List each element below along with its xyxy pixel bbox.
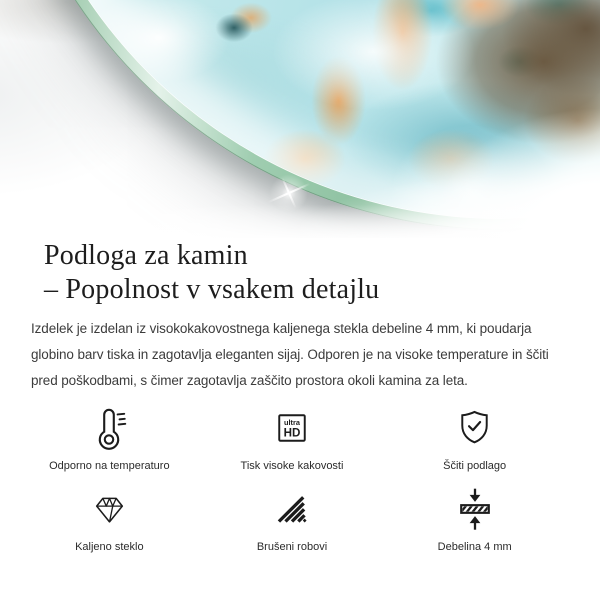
hero-image [0, 0, 600, 238]
title-line-2: – Popolnost v vsakem detajlu [44, 274, 380, 305]
features-grid [18, 404, 566, 554]
thermometer-icon [86, 404, 132, 452]
ultra-hd-icon [274, 404, 310, 452]
glass-art-print [2, 0, 600, 219]
product-description: Izdelek je izdelan iz visokokakovostnega kaljenega stekla debeline 4 mm, ki poudarja globino barv tiska in zagotavlja eleganten sijaj. Odporen je na visoke temperature in ščiti pred poškodbami, s čimer zagotavlja zaščito prostora okoli kamina za leta. [31, 321, 549, 388]
glass-panel [0, 0, 600, 230]
intro-section [0, 238, 600, 394]
feature-label: Kaljeno steklo [75, 541, 144, 553]
ultra-hd-badge-bottom: HD [283, 426, 301, 440]
feature-label: Odporno na temperaturo [49, 460, 170, 472]
polished-edges-icon [273, 485, 311, 533]
ultra-hd-badge-top: ultra [284, 418, 300, 427]
title-line-1: Podloga za kamin [44, 240, 248, 271]
feature-label: Brušeni robovi [256, 541, 328, 553]
feature-item-tempered-glass [18, 485, 201, 554]
feature-item-print-quality [201, 404, 384, 473]
page-title [44, 239, 570, 307]
shield-check-icon [454, 404, 495, 452]
feature-item-protects-surface [383, 404, 566, 473]
feature-label: Tisk visoke kakovosti [240, 460, 344, 472]
thickness-icon [452, 485, 498, 533]
diamond-icon [91, 485, 128, 533]
feature-label: Ščiti podlago [443, 460, 507, 472]
feature-item-polished-edges [201, 485, 384, 554]
feature-item-thickness [383, 485, 566, 554]
feature-label: Debelina 4 mm [437, 541, 512, 553]
feature-item-temperature-resistance [18, 404, 201, 473]
